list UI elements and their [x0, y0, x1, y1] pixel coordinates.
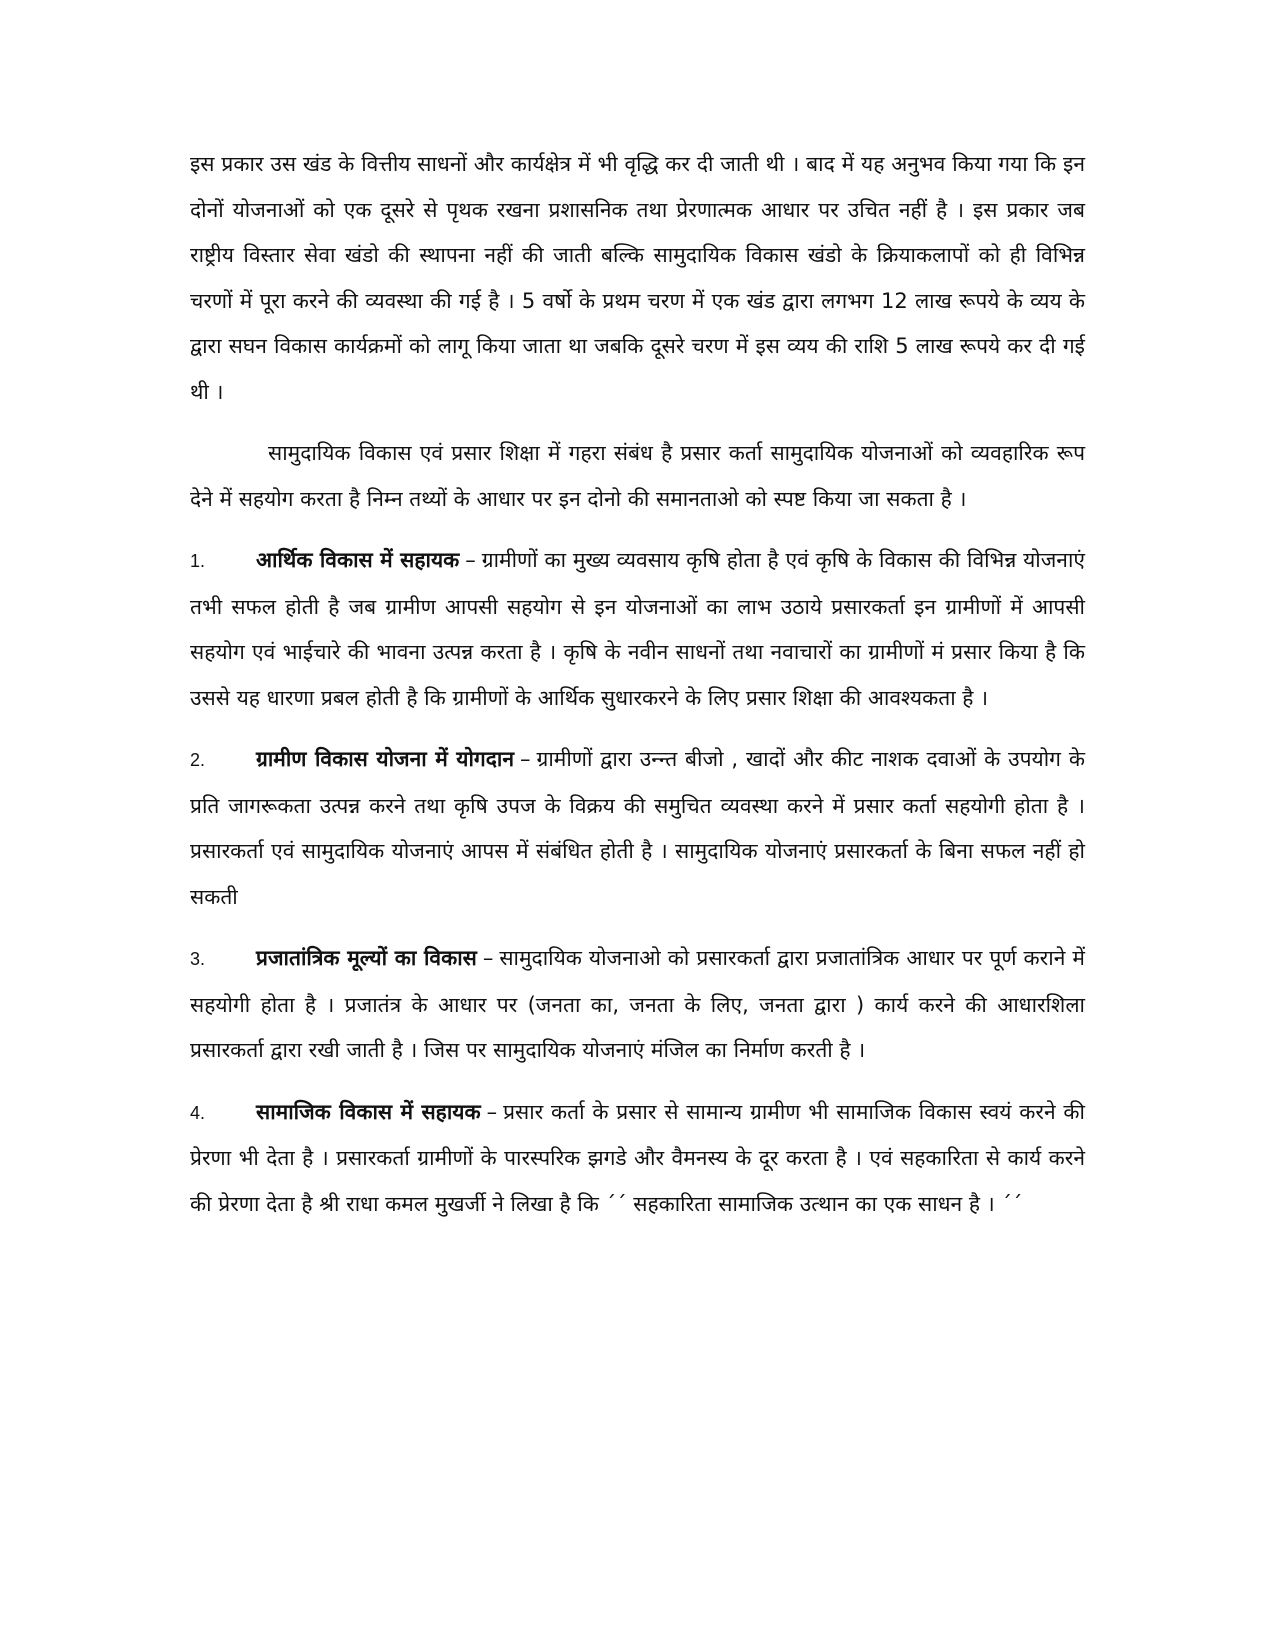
- item-dash: –: [486, 1099, 498, 1124]
- paragraph-2: सामुदायिक विकास एवं प्रसार शिक्षा में गहरा संबंध है प्रसार कर्ता सामुदायिक योजनाओं को व्यवहारिक रूप देने में सहयोग करता है निम्न तथ्यों के आधार पर इन दोनो की समानताओ को स्पष्ट किया जा सकता है ।: [190, 441, 1085, 511]
- item-number: 2.: [190, 750, 206, 770]
- item-dash: –: [482, 946, 494, 970]
- list-item: [190, 1090, 1085, 1228]
- item-number: 1.: [190, 551, 206, 571]
- item-text: प्रसार कर्ता के प्रसार से सामान्य ग्रामीण भी सामाजिक विकास स्वयं करने की प्रेरणा भी देता है । प्रसारकर्ता ग्रामीणों के पारस्परिक झगडे और वैमनस्य के दूर करता है । एवं सहकारिता से कार्य करने की प्रेरणा देता है श्री राधा कमल मुखर्जी ने लिखा है कि ´´ सहकारिता सामाजिक उत्थान का एक साधन है । ´´: [190, 1099, 1085, 1216]
- list-item: [190, 538, 1085, 721]
- item-heading: आर्थिक विकास में सहायक: [256, 548, 460, 572]
- list-item: [190, 737, 1085, 920]
- item-text: ग्रामीणों का मुख्य व्यवसाय कृषि होता है एवं कृषि के विकास की विभिन्न योजनाएं तभी सफल होती है जब ग्रामीण आपसी सहयोग से इन योजनाओं का लाभ उठाये प्रसारकर्ता इन ग्रामीणों में आपसी सहयोग एवं भाईचारे की भावना उत्पन्न करता है । कृषि के नवीन साधनों तथा नवाचारों का ग्रामीणों मं प्रसार किया है कि उससे यह धारणा प्रबल होती है कि ग्रामीणों के आर्थिक सुधारकरने के लिए प्रसार शिक्षा की आवश्यकता है ।: [190, 548, 1085, 710]
- item-number: 4.: [190, 1102, 206, 1123]
- list-item: [190, 936, 1085, 1074]
- item-number: 3.: [190, 949, 206, 969]
- item-text: सामुदायिक योजनाओ को प्रसारकर्ता द्वारा प्रजातांत्रिक आधार पर पूर्ण कराने में सहयोगी होता है । प्रजातंत्र के आधार पर (जनता का, जनता के लिए, जनता द्वारा ) कार्य करने की आधारशिला प्रसारकर्ता द्वारा रखी जाती है । जिस पर सामुदायिक योजनाएं मंजिल का निर्माण करती है ।: [190, 946, 1085, 1062]
- item-heading: ग्रामीण विकास योजना में योगदान: [256, 747, 514, 771]
- item-dash: –: [519, 747, 531, 771]
- item-text: ग्रामीणों द्वारा उन्न्त बीजो , खादों और कीट नाशक दवाओं के उपयोग के प्रति जागरूकता उत्पन्न करने तथा कृषि उपज के विक्रय की समुचित व्यवस्था करने में प्रसार कर्ता सहयोगी होता है । प्रसारकर्ता एवं सामुदायिक योजनाएं आपस में संबंधित होती है । सामुदायिक योजनाएं प्रसारकर्ता के बिना सफल नहीं हो सकती: [190, 747, 1085, 909]
- item-heading: सामाजिक विकास में सहायक: [256, 1099, 481, 1124]
- paragraph-1: इस प्रकार उस खंड के वित्तीय साधनों और कार्यक्षेत्र में भी वृद्धि कर दी जाती थी । बाद में यह अनुभव किया गया कि इन दोनों योजनाओं को एक दूसरे से पृथक रखना प्रशासनिक तथा प्रेरणात्मक आधार पर उचित नहीं है । इस प्रकार जब राष्ट्रीय विस्तार सेवा खंडो की स्थापना नहीं की जाती बल्कि सामुदायिक विकास खंडो के क्रियाकलापों को ही विभिन्न चरणों में पूरा करने की व्यवस्था की गई है । 5 वर्षो के प्रथम चरण में एक खंड द्वारा लगभग 12 लाख रूपये के व्यय के द्वारा सघन विकास कार्यक्रमों को लागू किया जाता था जबकि दूसरे चरण में इस व्यय की राशि 5 लाख रूपये कर दी गई थी ।: [190, 152, 1085, 404]
- item-heading: प्रजातांत्रिक मूल्यों का विकास: [256, 946, 477, 970]
- item-dash: –: [465, 548, 476, 572]
